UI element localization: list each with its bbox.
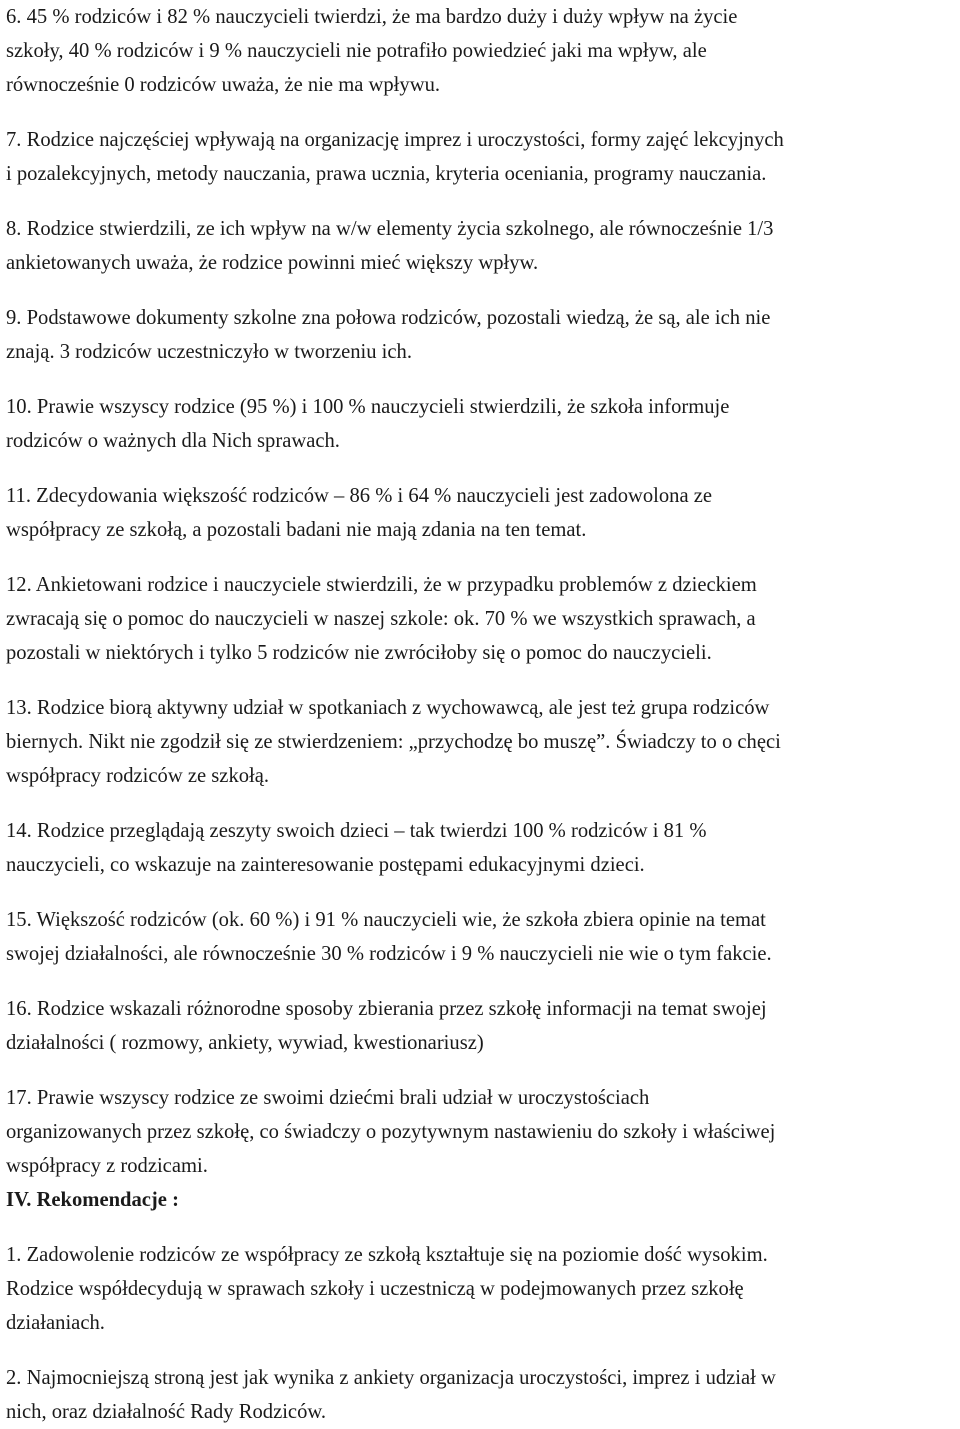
paragraph-10: 10. Prawie wszyscy rodzice (95 %) i 100 % nauczycieli stwierdzili, że szkoła informuje rodziców o ważnych dla Nich sprawach. (6, 396, 730, 452)
section-heading: IV. Rekomendacje : (6, 1189, 179, 1211)
paragraph-16: 16. Rodzice wskazali różnorodne sposoby zbierania przez szkołę informacji na temat swojej działalności ( rozmowy, ankiety, wywiad, kwestionariusz) (6, 998, 767, 1054)
paragraph-9: 9. Podstawowe dokumenty szkolne zna połowa rodziców, pozostali wiedzą, że są, ale ich nie znają. 3 rodziców uczestniczyło w tworzeniu ich. (6, 307, 771, 363)
paragraph-17: 17. Prawie wszyscy rodzice ze swoimi dziećmi brali udział w uroczystościach organizowanych przez szkołę, co świadczy o pozytywnym nastawieniu do szkoły i właściwej współpracy z rodzicami. (6, 1087, 776, 1177)
paragraph-15: 15. Większość rodziców (ok. 60 %) i 91 % nauczycieli wie, że szkoła zbiera opinie na temat swojej działalności, ale równocześnie 30 % rodziców i 9 % nauczycieli nie wie o tym fakcie. (6, 909, 772, 965)
paragraph-13: 13. Rodzice biorą aktywny udział w spotkaniach z wychowawcą, ale jest też grupa rodziców biernych. Nikt nie zgodził się ze stwierdzeniem: „przychodzę bo muszę”. Świadczy to o chęci współpracy rodziców ze szkołą. (6, 697, 781, 787)
recommendation-2: 2. Najmocniejszą stroną jest jak wynika z ankiety organizacja uroczystości, imprez i udział w nich, oraz działalność Rady Rodziców. (6, 1367, 776, 1423)
paragraph-11: 11. Zdecydowania większość rodziców – 86 % i 64 % nauczycieli jest zadowolona ze współpracy ze szkołą, a pozostali badani nie mają zdania na ten temat. (6, 485, 713, 541)
paragraph-14: 14. Rodzice przeglądają zeszyty swoich dzieci – tak twierdzi 100 % rodziców i 81 % nauczycieli, co wskazuje na zainteresowanie postępami edukacyjnymi dzieci. (6, 820, 707, 876)
recommendation-1: 1. Zadowolenie rodziców ze współpracy ze szkołą kształtuje się na poziomie dość wysokim. Rodzice współdecydują w sprawach szkoły i uczestniczą w podejmowanych przez szkołę działaniach. (6, 1244, 768, 1334)
paragraph-7: 7. Rodzice najczęściej wpływają na organizację imprez i uroczystości, formy zajęć lekcyjnych i pozalekcyjnych, metody nauczania, prawa ucznia, kryteria oceniania, programy nauczania. (6, 129, 784, 185)
paragraph-12: 12. Ankietowani rodzice i nauczyciele stwierdzili, że w przypadku problemów z dzieckiem zwracają się o pomoc do nauczycieli w naszej szkole: ok. 70 % we wszystkich sprawach, a pozostali w niektórych i tylko 5 rodziców nie zwróciłoby się o pomoc do nauczycieli. (6, 574, 757, 664)
paragraph-8: 8. Rodzice stwierdzili, ze ich wpływ na w/w elementy życia szkolnego, ale równocześnie 1/3 ankietowanych uważa, że rodzice powinni mieć większy wpływ. (6, 218, 774, 274)
paragraph-6: 6. 45 % rodziców i 82 % nauczycieli twierdzi, że ma bardzo duży i duży wpływ na życie szkoły, 40 % rodziców i 9 % nauczycieli nie potrafiło powiedzieć jaki ma wpływ, ale równocześnie 0 rodziców uważa, że nie ma wpływu. (6, 6, 738, 96)
